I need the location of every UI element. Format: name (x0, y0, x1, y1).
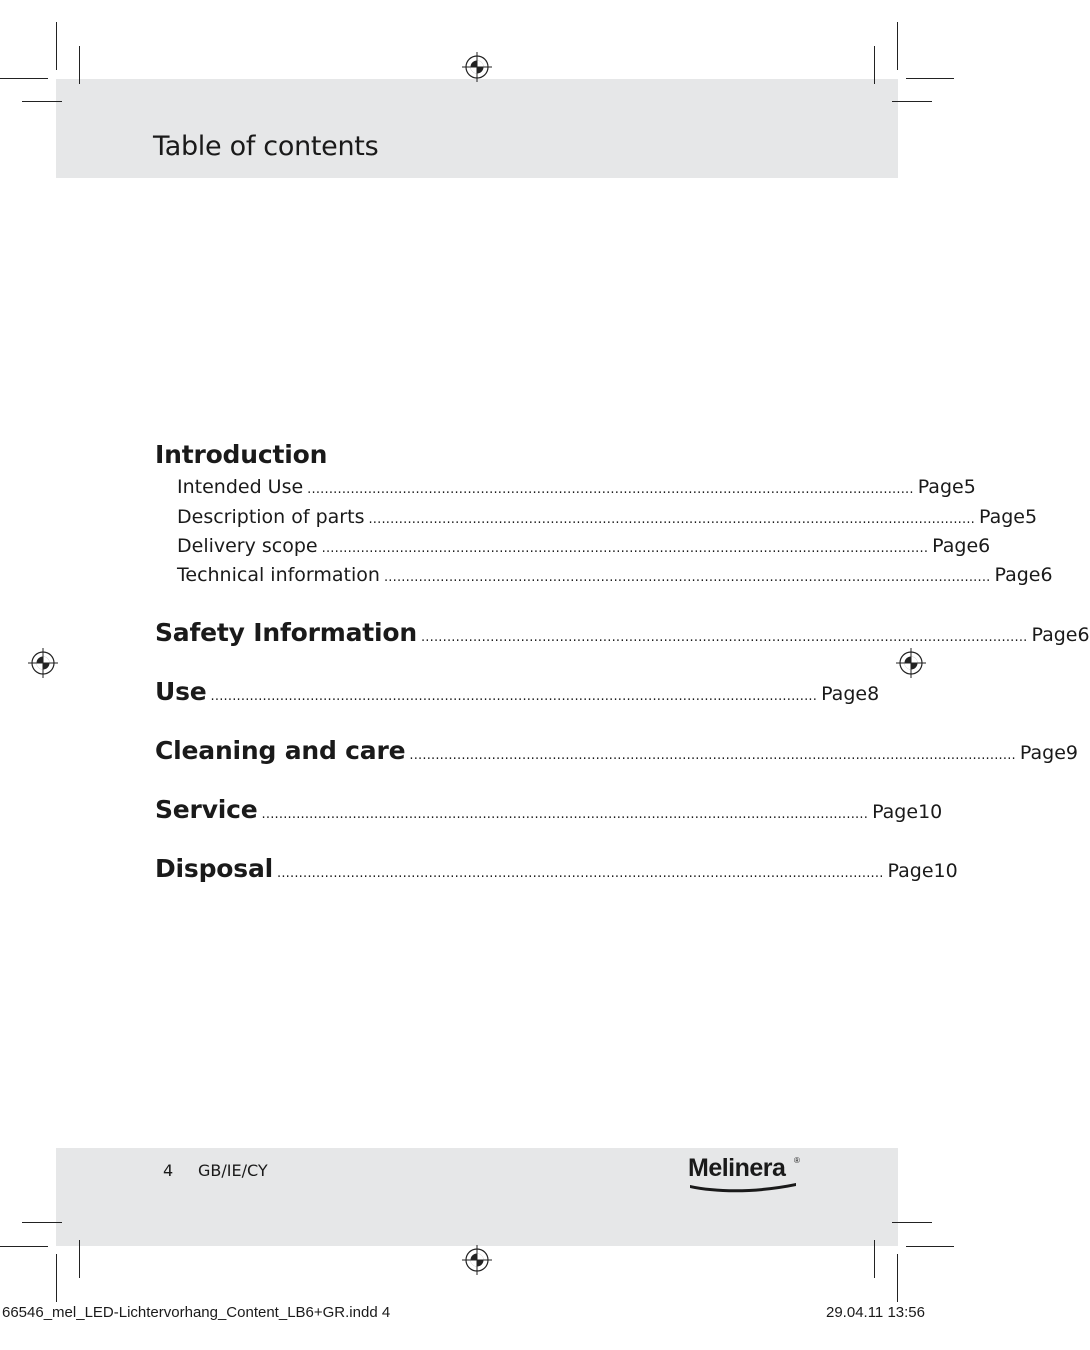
page-word: Page (1019, 742, 1066, 764)
crop-mark (56, 1254, 57, 1302)
registration-mark-icon (461, 51, 493, 83)
toc-section-introduction: Introduction (155, 440, 328, 469)
page-number: 5 (1025, 506, 1038, 528)
toc-entry-label: Cleaning and care (155, 736, 406, 765)
toc-entry-intended-use[interactable] (177, 476, 976, 510)
crop-mark (906, 1246, 954, 1247)
slug-filename: 66546_mel_LED-Lichtervorhang_Content_LB6+GR.indd 4 (2, 1304, 391, 1321)
leader-dots: ............................................................................................................................................ (261, 807, 869, 822)
page-number: 6 (978, 535, 991, 557)
page-title: Table of contents (153, 131, 379, 162)
registration-mark-icon (27, 647, 59, 679)
leader-dots: ............................................................................................................................................ (307, 482, 914, 497)
footer-page-number: 4 (163, 1161, 174, 1180)
crop-mark (874, 46, 875, 84)
toc-entry-label: Delivery scope (177, 535, 318, 557)
toc-entry-technical-information[interactable] (177, 564, 1053, 598)
leader-dots: ............................................................................................................................................ (409, 748, 1016, 763)
page-word: Page (887, 860, 934, 882)
page-word: Page (917, 476, 964, 498)
crop-mark (79, 1240, 80, 1278)
registration-mark-icon (461, 1244, 493, 1276)
toc-entry-label: Safety Information (155, 618, 417, 647)
toc-entry-service[interactable] (155, 795, 943, 829)
brand-swoosh-icon (688, 1176, 800, 1192)
footer-languages: GB/IE/CY (198, 1161, 268, 1180)
page-number: 10 (918, 801, 943, 823)
leader-dots: ............................................................................................................................................ (210, 689, 818, 704)
page-word: Page (821, 683, 868, 705)
crop-mark (897, 22, 898, 70)
leader-dots: ............................................................................................................................................ (420, 630, 1028, 645)
header-band (56, 79, 898, 178)
crop-mark (0, 78, 48, 79)
registration-mark-icon (895, 647, 927, 679)
page-number: 10 (933, 860, 958, 882)
crop-mark (897, 1254, 898, 1302)
page-number: 6 (1040, 564, 1053, 586)
crop-mark (892, 101, 932, 102)
crop-mark (22, 101, 62, 102)
toc-entry-cleaning-and-care[interactable] (155, 736, 1078, 770)
leader-dots: ............................................................................................................................................ (383, 570, 991, 585)
brand-logo-text: Melinera (688, 1154, 786, 1182)
registered-mark: ® (794, 1156, 800, 1165)
crop-mark (22, 1222, 62, 1223)
page-word: Page (1031, 624, 1078, 646)
page-word: Page (994, 564, 1041, 586)
toc-entry-label: Intended Use (177, 476, 304, 498)
page-number: 6 (1077, 624, 1090, 646)
toc-entry-label: Description of parts (177, 506, 365, 528)
page-word: Page (872, 801, 919, 823)
page-word: Page (932, 535, 979, 557)
page-number: 8 (867, 683, 880, 705)
leader-dots: ............................................................................................................................................ (321, 541, 929, 556)
page-number: 9 (1065, 742, 1078, 764)
toc-entry-safety-information[interactable] (155, 618, 1090, 652)
leader-dots: ............................................................................................................................................ (368, 512, 975, 527)
crop-mark (906, 78, 954, 79)
slug-datetime: 29.04.11 13:56 (826, 1304, 925, 1321)
toc-entry-disposal[interactable] (155, 854, 958, 888)
page-word: Page (979, 506, 1025, 528)
toc-entry-use[interactable] (155, 677, 880, 711)
crop-mark (79, 46, 80, 84)
brand-logo (688, 1154, 803, 1194)
crop-mark (0, 1246, 48, 1247)
toc-entry-label: Disposal (155, 854, 273, 883)
page-number: 5 (963, 476, 976, 498)
leader-dots: ............................................................................................................................................ (277, 866, 884, 881)
toc-entry-label: Use (155, 677, 207, 706)
crop-mark (874, 1240, 875, 1278)
crop-mark (56, 22, 57, 70)
crop-mark (892, 1222, 932, 1223)
toc-entry-label: Technical information (177, 564, 380, 586)
toc-entry-label: Service (155, 795, 258, 824)
table-of-contents (155, 440, 1090, 900)
